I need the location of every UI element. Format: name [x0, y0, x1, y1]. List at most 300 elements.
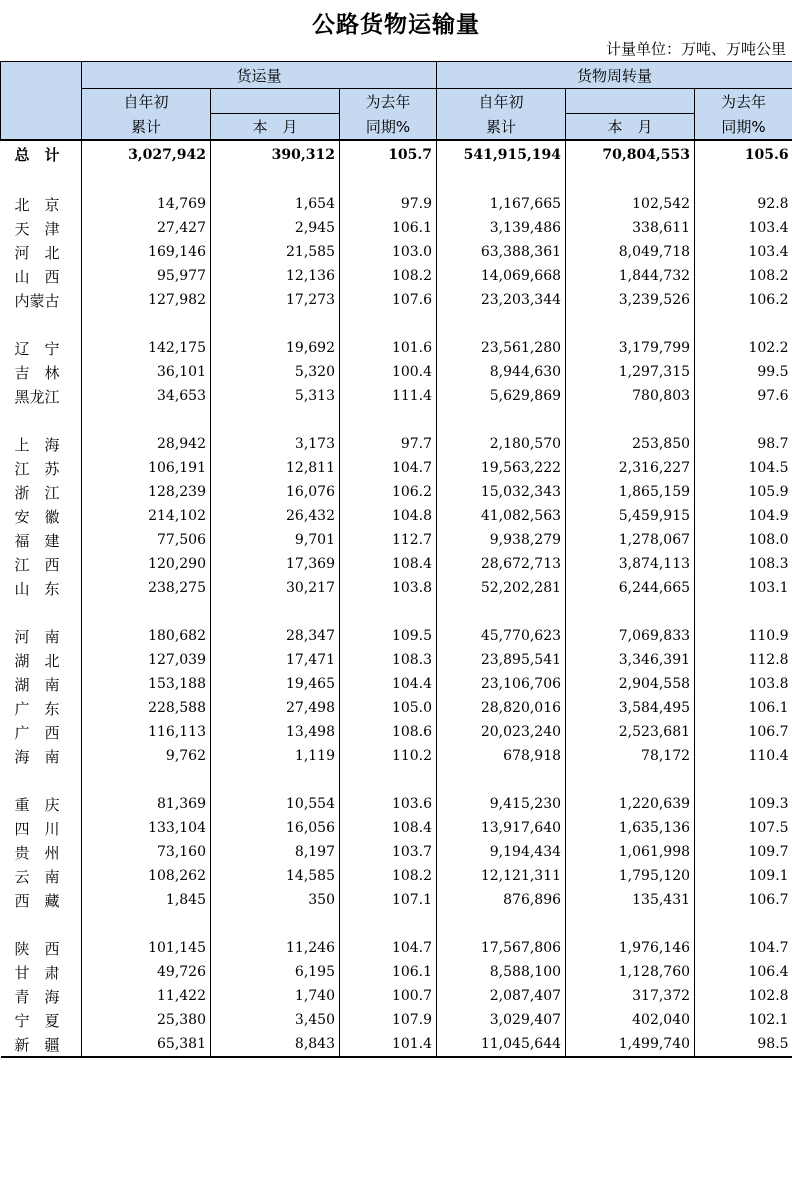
volume-yoy-cell: 104.7: [340, 456, 437, 480]
spacer-cell: [211, 168, 340, 192]
region-name-cell: 山 东: [14, 579, 60, 598]
turnover-ytd-header-line1: 自年初: [437, 89, 566, 114]
volume-yoy-cell: 103.6: [340, 792, 437, 816]
volume-ytd-cell: 9,762: [82, 744, 211, 768]
volume-ytd-cell: 120,290: [82, 552, 211, 576]
volume-month-cell: 16,056: [211, 816, 340, 840]
spacer-cell: [82, 600, 211, 624]
volume-yoy-cell: 103.8: [340, 576, 437, 600]
region-name-cell: 重 庆: [14, 795, 60, 814]
region-name-cell: 贵 州: [14, 843, 60, 862]
turnover-ytd-cell: 8,944,630: [437, 360, 566, 384]
group-spacer-row: [1, 600, 792, 624]
turnover-month-cell: 135,431: [566, 888, 695, 912]
spacer-cell: [211, 600, 340, 624]
volume-month-cell: 390,312: [211, 140, 340, 168]
volume-yoy-cell: 97.9: [340, 192, 437, 216]
spacer-cell: [695, 312, 792, 336]
volume-ytd-cell: 238,275: [82, 576, 211, 600]
volume-month-cell: 350: [211, 888, 340, 912]
volume-ytd-cell: 133,104: [82, 816, 211, 840]
turnover-yoy-cell: 106.7: [695, 720, 792, 744]
turnover-yoy-cell: 105.9: [695, 480, 792, 504]
group-spacer-row: [1, 768, 792, 792]
freight-volume-header: 货运量: [82, 62, 437, 89]
turnover-month-cell: 3,584,495: [566, 696, 695, 720]
volume-ytd-cell: 73,160: [82, 840, 211, 864]
volume-yoy-cell: 104.7: [340, 936, 437, 960]
turnover-month-cell: 1,297,315: [566, 360, 695, 384]
turnover-month-cell: 1,976,146: [566, 936, 695, 960]
volume-yoy-cell: 107.1: [340, 888, 437, 912]
turnover-yoy-cell: 106.7: [695, 888, 792, 912]
turnover-yoy-cell: 97.6: [695, 384, 792, 408]
region-name-cell: 黑龙江: [14, 387, 60, 406]
turnover-month-cell: 5,459,915: [566, 504, 695, 528]
volume-ytd-cell: 11,422: [82, 984, 211, 1008]
spacer-cell: [566, 408, 695, 432]
region-name-cell: 河 南: [14, 627, 60, 646]
volume-ytd-cell: 95,977: [82, 264, 211, 288]
table-row: [1, 480, 792, 504]
turnover-month-cell: 3,346,391: [566, 648, 695, 672]
volume-month-cell: 14,585: [211, 864, 340, 888]
turnover-ytd-cell: 1,167,665: [437, 192, 566, 216]
volume-yoy-cell: 100.4: [340, 360, 437, 384]
spacer-cell: [437, 168, 566, 192]
turnover-yoy-header-line1: 为去年: [695, 89, 792, 114]
volume-yoy-cell: 101.6: [340, 336, 437, 360]
turnover-month-cell: 338,611: [566, 216, 695, 240]
region-name-cell: 天 津: [14, 219, 60, 238]
unit-note: 计量单位：万吨、万吨公里: [605, 40, 786, 58]
turnover-ytd-cell: 678,918: [437, 744, 566, 768]
volume-yoy-cell: 112.7: [340, 528, 437, 552]
turnover-yoy-cell: 106.1: [695, 696, 792, 720]
table-row: [1, 216, 792, 240]
volume-ytd-cell: 116,113: [82, 720, 211, 744]
spacer-cell: [82, 768, 211, 792]
turnover-ytd-cell: 52,202,281: [437, 576, 566, 600]
volume-month-cell: 1,119: [211, 744, 340, 768]
volume-yoy-cell: 106.1: [340, 216, 437, 240]
group-spacer-row: [1, 312, 792, 336]
volume-yoy-cell: 108.2: [340, 864, 437, 888]
region-header: [1, 62, 82, 141]
volume-month-cell: 26,432: [211, 504, 340, 528]
region-name-cell: 江 西: [14, 555, 60, 574]
volume-ytd-cell: 27,427: [82, 216, 211, 240]
spacer-cell: [340, 168, 437, 192]
spacer-cell: [566, 768, 695, 792]
turnover-yoy-cell: 108.2: [695, 264, 792, 288]
region-name-cell: 河 北: [14, 243, 60, 262]
turnover-month-cell: 6,244,665: [566, 576, 695, 600]
turnover-month-cell: 3,874,113: [566, 552, 695, 576]
turnover-ytd-header-line2: 累计: [437, 114, 566, 141]
turnover-month-cell: 8,049,718: [566, 240, 695, 264]
spacer-cell: [1, 768, 82, 792]
volume-ytd-cell: 127,982: [82, 288, 211, 312]
volume-ytd-cell: 108,262: [82, 864, 211, 888]
region-name-cell: 内蒙古: [14, 291, 60, 310]
turnover-blank-header: [566, 89, 695, 114]
volume-month-cell: 6,195: [211, 960, 340, 984]
volume-month-cell: 9,701: [211, 528, 340, 552]
volume-ytd-cell: 127,039: [82, 648, 211, 672]
volume-ytd-cell: 25,380: [82, 1008, 211, 1032]
table-row: [1, 384, 792, 408]
turnover-yoy-cell: 103.8: [695, 672, 792, 696]
turnover-yoy-cell: 104.5: [695, 456, 792, 480]
page-title: 公路货物运输量: [312, 12, 480, 38]
turnover-ytd-cell: 23,203,344: [437, 288, 566, 312]
volume-month-cell: 5,320: [211, 360, 340, 384]
turnover-yoy-cell: 109.3: [695, 792, 792, 816]
table-row: [1, 504, 792, 528]
table-row: [1, 984, 792, 1008]
turnover-month-cell: 1,635,136: [566, 816, 695, 840]
volume-yoy-cell: 105.7: [340, 140, 437, 168]
volume-blank-header: [211, 89, 340, 114]
turnover-month-cell: 102,542: [566, 192, 695, 216]
volume-yoy-cell: 108.4: [340, 552, 437, 576]
table-row: [1, 456, 792, 480]
volume-month-cell: 8,843: [211, 1032, 340, 1057]
volume-yoy-cell: 97.7: [340, 432, 437, 456]
volume-month-cell: 5,313: [211, 384, 340, 408]
spacer-cell: [211, 312, 340, 336]
turnover-month-cell: 2,316,227: [566, 456, 695, 480]
region-name-cell: 北 京: [14, 195, 60, 214]
table-row: [1, 816, 792, 840]
volume-month-cell: 12,136: [211, 264, 340, 288]
volume-month-cell: 2,945: [211, 216, 340, 240]
spacer-cell: [437, 768, 566, 792]
spacer-cell: [566, 312, 695, 336]
volume-ytd-cell: 101,145: [82, 936, 211, 960]
table-row: [1, 432, 792, 456]
spacer-cell: [437, 312, 566, 336]
table-row: [1, 240, 792, 264]
volume-ytd-cell: 228,588: [82, 696, 211, 720]
table-row: [1, 264, 792, 288]
volume-ytd-cell: 128,239: [82, 480, 211, 504]
turnover-yoy-cell: 98.7: [695, 432, 792, 456]
turnover-ytd-cell: 45,770,623: [437, 624, 566, 648]
spacer-cell: [211, 768, 340, 792]
table-row: [1, 192, 792, 216]
volume-yoy-cell: 100.7: [340, 984, 437, 1008]
volume-month-cell: 28,347: [211, 624, 340, 648]
turnover-yoy-cell: 112.8: [695, 648, 792, 672]
spacer-cell: [82, 408, 211, 432]
volume-ytd-cell: 49,726: [82, 960, 211, 984]
volume-month-header: 本 月: [211, 114, 340, 141]
turnover-ytd-cell: 9,938,279: [437, 528, 566, 552]
turnover-ytd-cell: 2,180,570: [437, 432, 566, 456]
volume-yoy-cell: 103.0: [340, 240, 437, 264]
turnover-yoy-header-line2: 同期%: [695, 114, 792, 141]
turnover-ytd-cell: 23,106,706: [437, 672, 566, 696]
turnover-month-cell: 1,061,998: [566, 840, 695, 864]
spacer-cell: [1, 312, 82, 336]
volume-yoy-cell: 108.6: [340, 720, 437, 744]
spacer-cell: [340, 408, 437, 432]
table-row: [1, 624, 792, 648]
table-row: [1, 792, 792, 816]
turnover-month-cell: 780,803: [566, 384, 695, 408]
turnover-yoy-cell: 104.9: [695, 504, 792, 528]
volume-yoy-header-line2: 同期%: [340, 114, 437, 141]
volume-month-cell: 17,273: [211, 288, 340, 312]
turnover-yoy-cell: 106.4: [695, 960, 792, 984]
volume-ytd-cell: 28,942: [82, 432, 211, 456]
region-name-cell: 新 疆: [1, 1032, 82, 1057]
volume-yoy-cell: 106.1: [340, 960, 437, 984]
spacer-cell: [340, 912, 437, 936]
spacer-cell: [566, 912, 695, 936]
volume-month-cell: 1,654: [211, 192, 340, 216]
volume-ytd-cell: 106,191: [82, 456, 211, 480]
turnover-ytd-cell: 17,567,806: [437, 936, 566, 960]
volume-month-cell: 3,450: [211, 1008, 340, 1032]
turnover-ytd-cell: 2,087,407: [437, 984, 566, 1008]
turnover-month-cell: 1,278,067: [566, 528, 695, 552]
volume-yoy-cell: 107.9: [340, 1008, 437, 1032]
spacer-cell: [211, 912, 340, 936]
table-row: [1, 1032, 792, 1057]
volume-month-cell: 19,465: [211, 672, 340, 696]
volume-ytd-cell: 214,102: [82, 504, 211, 528]
spacer-cell: [437, 600, 566, 624]
volume-ytd-cell: 3,027,942: [82, 140, 211, 168]
turnover-yoy-cell: 110.9: [695, 624, 792, 648]
table-row: [1, 936, 792, 960]
region-name-cell: 甘 肃: [14, 963, 60, 982]
region-name-cell: 总 计: [1, 140, 82, 168]
volume-month-cell: 17,471: [211, 648, 340, 672]
turnover-ytd-cell: 876,896: [437, 888, 566, 912]
turnover-month-cell: 3,239,526: [566, 288, 695, 312]
volume-ytd-cell: 14,769: [82, 192, 211, 216]
total-row: [1, 140, 792, 168]
region-name-cell: 陕 西: [14, 939, 60, 958]
volume-ytd-cell: 142,175: [82, 336, 211, 360]
volume-month-cell: 11,246: [211, 936, 340, 960]
turnover-yoy-cell: 102.2: [695, 336, 792, 360]
turnover-yoy-cell: 108.0: [695, 528, 792, 552]
spacer-cell: [82, 912, 211, 936]
volume-yoy-cell: 109.5: [340, 624, 437, 648]
table-row: [1, 696, 792, 720]
group-spacer-row: [1, 168, 792, 192]
turnover-ytd-cell: 23,895,541: [437, 648, 566, 672]
volume-yoy-cell: 101.4: [340, 1032, 437, 1057]
region-name-cell: 辽 宁: [14, 339, 60, 358]
volume-month-cell: 8,197: [211, 840, 340, 864]
region-name-cell: 四 川: [14, 819, 60, 838]
region-name-cell: 江 苏: [14, 459, 60, 478]
turnover-month-cell: 402,040: [566, 1008, 695, 1032]
turnover-yoy-cell: 109.1: [695, 864, 792, 888]
turnover-ytd-cell: 13,917,640: [437, 816, 566, 840]
volume-ytd-cell: 1,845: [82, 888, 211, 912]
region-name-cell: 浙 江: [14, 483, 60, 502]
turnover-month-cell: 2,523,681: [566, 720, 695, 744]
volume-month-cell: 1,740: [211, 984, 340, 1008]
turnover-ytd-cell: 63,388,361: [437, 240, 566, 264]
table-row: [1, 1008, 792, 1032]
volume-month-cell: 12,811: [211, 456, 340, 480]
volume-yoy-cell: 105.0: [340, 696, 437, 720]
turnover-ytd-cell: 19,563,222: [437, 456, 566, 480]
turnover-month-cell: 317,372: [566, 984, 695, 1008]
turnover-month-cell: 78,172: [566, 744, 695, 768]
spacer-cell: [1, 600, 82, 624]
table-body: [1, 140, 792, 1057]
region-name-cell: 广 东: [14, 699, 60, 718]
table-row: [1, 528, 792, 552]
table-row: [1, 888, 792, 912]
turnover-ytd-cell: 3,029,407: [437, 1008, 566, 1032]
turnover-month-cell: 1,499,740: [566, 1032, 695, 1057]
volume-ytd-cell: 77,506: [82, 528, 211, 552]
turnover-yoy-cell: 103.1: [695, 576, 792, 600]
turnover-yoy-cell: 109.7: [695, 840, 792, 864]
turnover-month-cell: 7,069,833: [566, 624, 695, 648]
volume-ytd-cell: 34,653: [82, 384, 211, 408]
volume-ytd-cell: 169,146: [82, 240, 211, 264]
turnover-ytd-cell: 28,672,713: [437, 552, 566, 576]
table-row: [1, 840, 792, 864]
table-row: [1, 288, 792, 312]
volume-ytd-cell: 153,188: [82, 672, 211, 696]
turnover-ytd-cell: 28,820,016: [437, 696, 566, 720]
turnover-yoy-cell: 98.5: [695, 1032, 792, 1057]
region-name-cell: 海 南: [14, 747, 60, 766]
turnover-yoy-cell: 108.3: [695, 552, 792, 576]
volume-yoy-cell: 107.6: [340, 288, 437, 312]
group-spacer-row: [1, 408, 792, 432]
table-row: [1, 744, 792, 768]
spacer-cell: [82, 312, 211, 336]
group-spacer-row: [1, 912, 792, 936]
table-row: [1, 552, 792, 576]
turnover-month-cell: 1,220,639: [566, 792, 695, 816]
turnover-ytd-cell: 23,561,280: [437, 336, 566, 360]
turnover-yoy-cell: 105.6: [695, 140, 792, 168]
spacer-cell: [566, 168, 695, 192]
volume-ytd-header-line1: 自年初: [82, 89, 211, 114]
spacer-cell: [695, 912, 792, 936]
table-row: [1, 720, 792, 744]
turnover-yoy-cell: 104.7: [695, 936, 792, 960]
freight-turnover-header: 货物周转量: [437, 62, 792, 89]
turnover-yoy-cell: 103.4: [695, 216, 792, 240]
turnover-ytd-cell: 3,139,486: [437, 216, 566, 240]
turnover-ytd-cell: 12,121,311: [437, 864, 566, 888]
region-name-cell: 湖 北: [14, 651, 60, 670]
turnover-yoy-cell: 92.8: [695, 192, 792, 216]
volume-yoy-cell: 108.4: [340, 816, 437, 840]
spacer-cell: [340, 600, 437, 624]
turnover-ytd-cell: 9,415,230: [437, 792, 566, 816]
volume-month-cell: 21,585: [211, 240, 340, 264]
table-row: [1, 864, 792, 888]
turnover-yoy-cell: 102.1: [695, 1008, 792, 1032]
table-row: [1, 336, 792, 360]
spacer-cell: [340, 312, 437, 336]
volume-yoy-cell: 110.2: [340, 744, 437, 768]
region-name-cell: 安 徽: [14, 507, 60, 526]
volume-yoy-cell: 104.4: [340, 672, 437, 696]
region-name-cell: 上 海: [14, 435, 60, 454]
turnover-yoy-cell: 102.8: [695, 984, 792, 1008]
volume-month-cell: 30,217: [211, 576, 340, 600]
table-row: [1, 576, 792, 600]
turnover-ytd-cell: 14,069,668: [437, 264, 566, 288]
turnover-ytd-cell: 541,915,194: [437, 140, 566, 168]
turnover-month-cell: 253,850: [566, 432, 695, 456]
volume-month-cell: 16,076: [211, 480, 340, 504]
region-name-cell: 山 西: [14, 267, 60, 286]
table-row: [1, 960, 792, 984]
turnover-yoy-cell: 107.5: [695, 816, 792, 840]
volume-ytd-cell: 36,101: [82, 360, 211, 384]
volume-month-cell: 19,692: [211, 336, 340, 360]
region-name-cell: 吉 林: [14, 363, 60, 382]
spacer-cell: [340, 768, 437, 792]
volume-yoy-cell: 104.8: [340, 504, 437, 528]
volume-ytd-header-line2: 累计: [82, 114, 211, 141]
volume-ytd-cell: 65,381: [82, 1032, 211, 1057]
volume-yoy-cell: 108.2: [340, 264, 437, 288]
turnover-ytd-cell: 41,082,563: [437, 504, 566, 528]
volume-ytd-cell: 180,682: [82, 624, 211, 648]
spacer-cell: [566, 600, 695, 624]
region-name-cell: 西 藏: [14, 891, 60, 910]
volume-ytd-cell: 81,369: [82, 792, 211, 816]
turnover-ytd-cell: 15,032,343: [437, 480, 566, 504]
region-name-cell: 福 建: [14, 531, 60, 550]
region-name-cell: 云 南: [14, 867, 60, 886]
spacer-cell: [437, 408, 566, 432]
turnover-yoy-cell: 110.4: [695, 744, 792, 768]
volume-yoy-cell: 103.7: [340, 840, 437, 864]
spacer-cell: [82, 168, 211, 192]
volume-yoy-cell: 106.2: [340, 480, 437, 504]
volume-month-cell: 13,498: [211, 720, 340, 744]
volume-yoy-cell: 111.4: [340, 384, 437, 408]
turnover-month-cell: 1,795,120: [566, 864, 695, 888]
spacer-cell: [695, 768, 792, 792]
turnover-month-cell: 1,128,760: [566, 960, 695, 984]
region-name-cell: 湖 南: [14, 675, 60, 694]
turnover-yoy-cell: 99.5: [695, 360, 792, 384]
turnover-ytd-cell: 9,194,434: [437, 840, 566, 864]
turnover-ytd-cell: 11,045,644: [437, 1032, 566, 1057]
turnover-yoy-cell: 103.4: [695, 240, 792, 264]
region-name-cell: 青 海: [14, 987, 60, 1006]
table-row: [1, 672, 792, 696]
spacer-cell: [695, 600, 792, 624]
turnover-month-cell: 70,804,553: [566, 140, 695, 168]
volume-yoy-cell: 108.3: [340, 648, 437, 672]
volume-month-cell: 27,498: [211, 696, 340, 720]
turnover-month-cell: 1,844,732: [566, 264, 695, 288]
region-name-cell: 宁 夏: [14, 1011, 60, 1030]
